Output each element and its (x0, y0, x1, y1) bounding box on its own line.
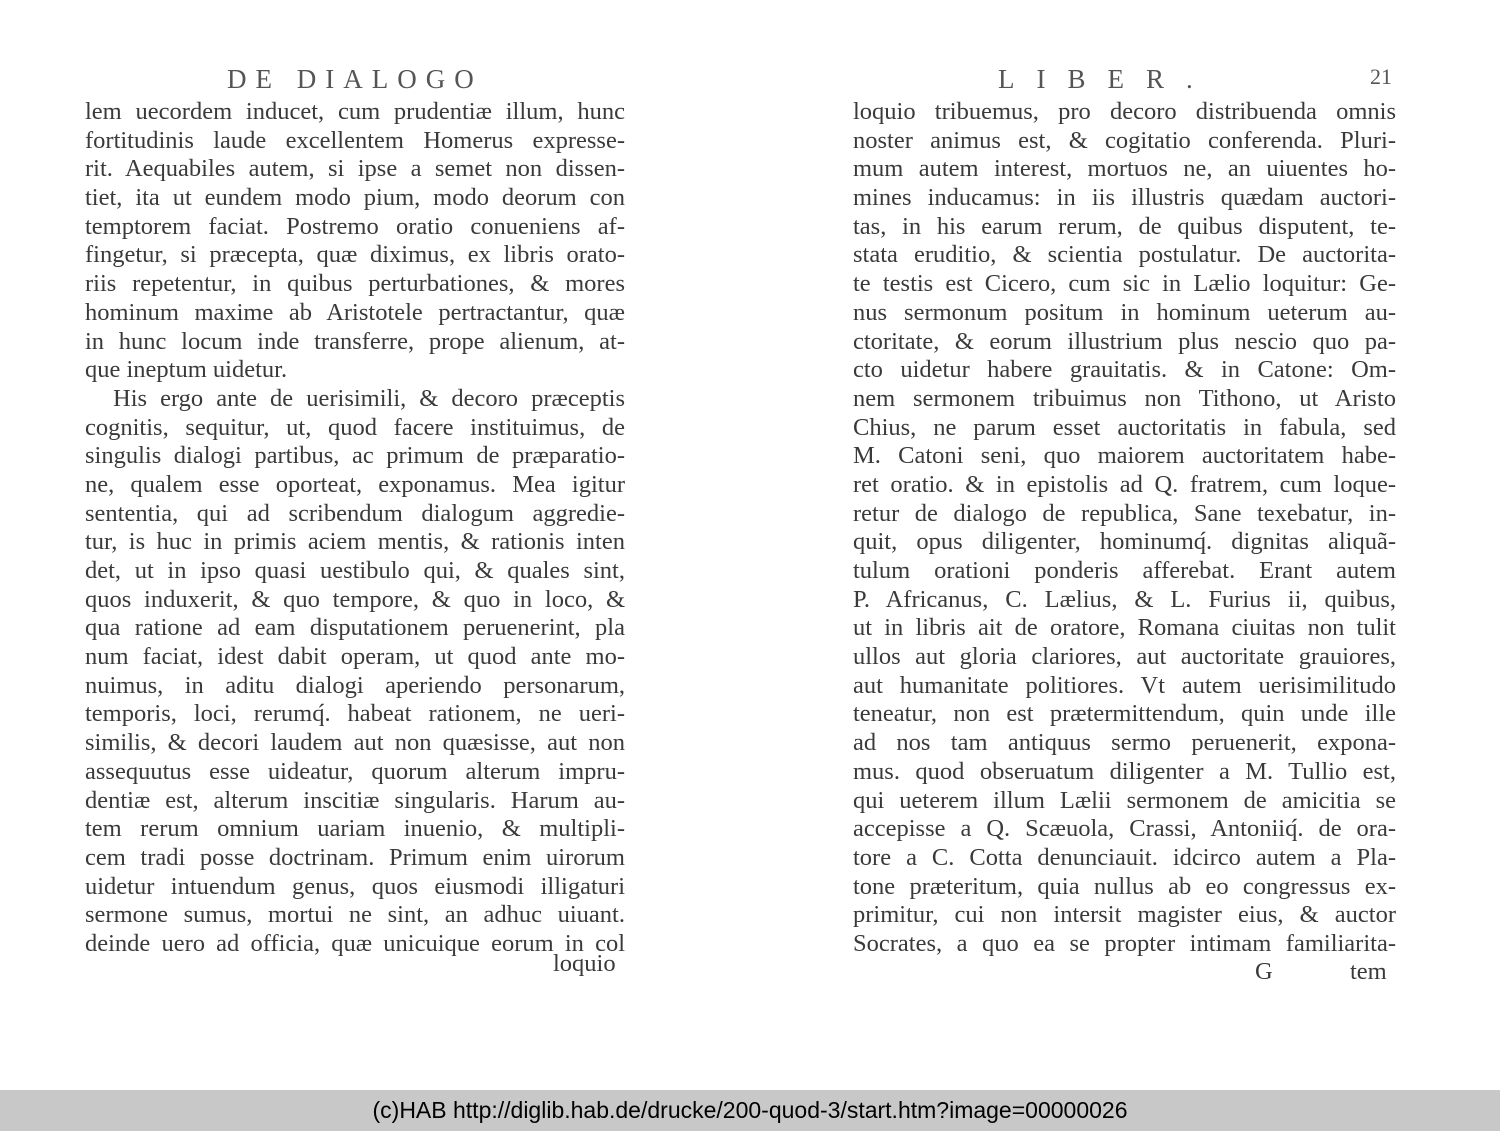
signature-mark: G (1255, 958, 1273, 985)
footer-text: (c)HAB http://diglib.hab.de/drucke/200-quod-3/start.htm?image=00000026 (372, 1097, 1128, 1123)
text-line: tore a C. Cotta denunciauit. idcirco autem a Pla- (853, 843, 1396, 871)
text-line: Chius, ne parum esset auctoritatis in fabula, sed (853, 413, 1396, 441)
text-line: ullos aut gloria clariores, aut auctoritate grauiores, (853, 643, 1396, 671)
text-line: nus sermonum positum in hominum ueterum au- (853, 298, 1396, 326)
text-line: noster animus est, & cogitatio conferenda. Pluri- (853, 126, 1396, 154)
text-line: sententia, qui ad scribendum dialogum aggredie- (85, 499, 625, 527)
text-line: tas, in his earum rerum, de quibus disputent, te- (853, 212, 1396, 240)
text-line: tone præteritum, quia nullus ab eo congressus ex- (853, 872, 1396, 900)
text-line: cognitis, sequitur, ut, quod facere instituimus, de (85, 413, 625, 441)
text-line: qua ratione ad eam disputationem peruenerint, pla (85, 614, 625, 642)
text-line: que ineptum uidetur. (85, 356, 288, 384)
text-line: tem rerum omnium uariam inuenio, & multipli- (85, 815, 625, 843)
text-line: nem sermonem tribuimus non Tithono, ut Aristo (853, 384, 1396, 412)
copyright-footer (0, 1090, 1500, 1131)
text-line: mus. quod obseruatum diligenter a M. Tullio est, (853, 757, 1396, 785)
text-line: lem uecordem inducet, cum prudentiæ illum, hunc (85, 98, 625, 125)
text-line: dentiæ est, alterum inscitiæ singularis. Harum au- (85, 786, 625, 814)
text-line: tur, is huc in primis aciem mentis, & rationis inten (85, 528, 625, 556)
text-line: deinde uero ad officia, quæ unicuique eorum in col (85, 929, 625, 957)
text-column (853, 98, 1396, 959)
text-line: tulum orationi ponderis afferebat. Erant autem (853, 557, 1396, 584)
text-line: loquio tribuemus, pro decoro distribuenda omnis (853, 98, 1396, 125)
text-line: tiet, ita ut eundem modo pium, modo deorum con (85, 184, 625, 212)
text-line: riis repetentur, in quibus perturbationes, & mores (85, 270, 625, 298)
text-line: det, ut in ipso quasi uestibulo qui, & quales sint, (85, 557, 625, 584)
catchword: loquio (553, 950, 616, 977)
text-line: Socrates, a quo ea se propter intimam familiarita- (853, 929, 1396, 957)
text-line: His ergo ante de uerisimili, & decoro præceptis (113, 384, 625, 412)
text-line: nuimus, in aditu dialogi aperiendo personarum, (85, 671, 625, 699)
text-line: sermone sumus, mortui ne sint, an adhuc uiuant. (85, 901, 625, 929)
text-line: assequutus esse uideatur, quorum alterum impru- (85, 757, 625, 785)
running-head: DE DIALOGO (227, 64, 483, 94)
text-column (85, 98, 625, 959)
text-line: in hunc locum inde transferre, prope alienum, at- (85, 327, 625, 355)
text-line: stata eruditio, & scientia postulatur. De auctorita- (853, 241, 1396, 269)
text-line: ne, qualem esse oporteat, exponamus. Mea igitur (85, 470, 625, 498)
text-line: quit, opus diligenter, hominumq́. dignitas aliquã- (853, 528, 1396, 556)
text-line: quos induxerit, & quo tempore, & quo in loco, & (85, 585, 625, 613)
text-line: te testis est Cicero, cum sic in Lælio loquitur: Ge- (853, 270, 1396, 298)
text-line: mines inducamus: in iis illustris quædam auctori- (853, 184, 1396, 212)
text-line: P. Africanus, C. Lælius, & L. Furius ii, quibus, (853, 585, 1396, 613)
text-line: temporis, loci, rerumq́. habeat rationem, ne ueri- (85, 700, 625, 728)
text-line: aut humanitate politiores. Vt autem uerisimilitudo (853, 671, 1396, 699)
text-line: similis, & decori laudem aut non quæsisse, aut non (85, 729, 625, 757)
text-line: mum autem interest, mortuos ne, an uiuentes ho- (853, 155, 1396, 183)
text-line: qui ueterem illum Lælii sermonem de amicitia se (853, 786, 1396, 814)
text-line: cem tradi posse doctrinam. Primum enim uirorum (85, 843, 625, 871)
text-line: uidetur intuendum genus, quos eiusmodi illigaturi (85, 872, 625, 900)
page-number: 21 (1370, 64, 1392, 89)
catchword: tem (1350, 958, 1387, 985)
text-line: fingetur, si præcepta, quæ diximus, ex libris orato- (85, 241, 625, 269)
text-line: hominum maxime ab Aristotele pertractantur, quæ (85, 298, 625, 326)
text-line: singulis dialogi partibus, ac primum de præparatio- (85, 442, 625, 470)
text-line: ret oratio. & in epistolis ad Q. fratrem, cum loque- (853, 470, 1396, 498)
text-line: temptorem faciat. Postremo oratio conueniens af- (85, 212, 625, 240)
text-line: ut in libris ait de oratore, Romana ciuitas non tulit (853, 614, 1396, 642)
running-head: LIBER. (998, 64, 1215, 94)
text-line: retur de dialogo de republica, Sane texebatur, in- (853, 499, 1396, 527)
text-line: accepisse a Q. Scæuola, Crassi, Antoniiq́. de ora- (853, 815, 1396, 843)
text-line: ad nos tam antiquus sermo peruenerit, expona- (853, 729, 1396, 757)
text-line: num faciat, idest dabit operam, ut quod ante mo- (85, 643, 625, 671)
text-line: cto uidetur habere grauitatis. & in Catone: Om- (853, 356, 1396, 384)
text-line: M. Catoni seni, quo maiorem auctoritatem habe- (853, 442, 1396, 470)
text-line: rit. Aequabiles autem, si ipse a semet non dissen- (85, 155, 625, 183)
text-line: primitur, cui non intersit magister eius, & auctor (853, 901, 1396, 929)
text-line: teneatur, non est prætermittendum, quin unde ille (853, 700, 1396, 728)
text-line: fortitudinis laude excellentem Homerus expresse- (85, 126, 625, 154)
text-line: ctoritate, & eorum illustrium plus nescio quo pa- (853, 327, 1396, 355)
